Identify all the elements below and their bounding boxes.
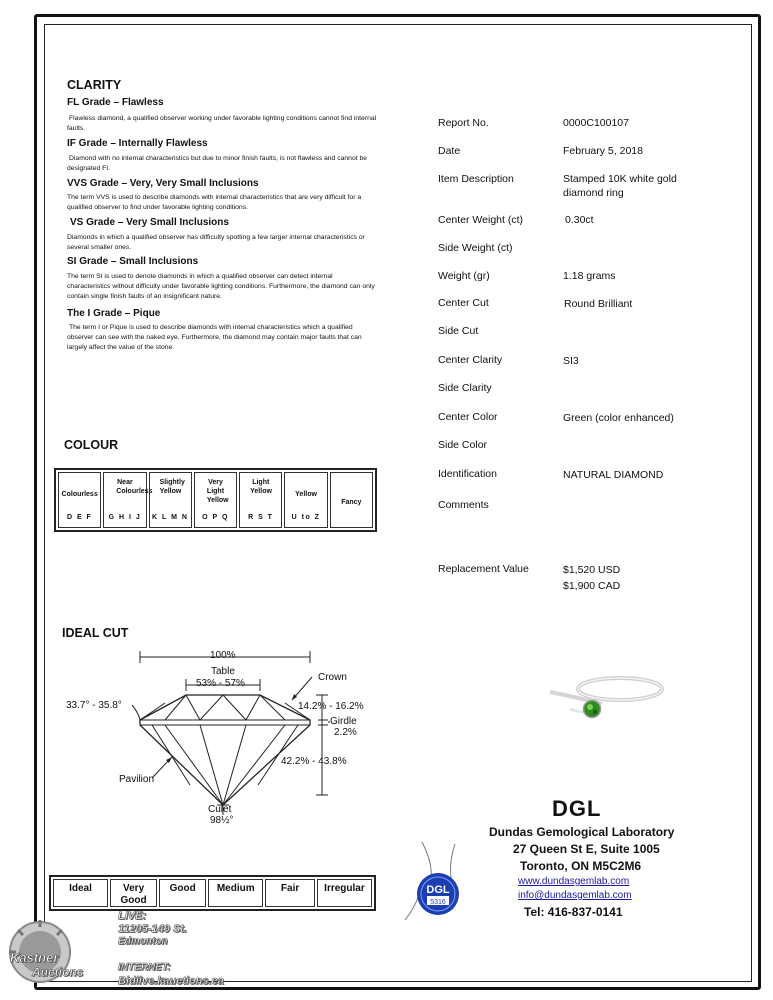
report-label: Weight (gr) <box>438 270 490 282</box>
seal-number: 5316 <box>430 899 446 906</box>
report-label: Side Clarity <box>438 382 492 394</box>
grade-if-title: IF Grade – Internally Flawless <box>67 138 208 149</box>
cut-crown-height: 14.2% - 16.2% <box>298 701 364 712</box>
colour-cell <box>149 472 192 528</box>
cut-culet-label: Culet <box>208 804 232 815</box>
replacement-label: Replacement Value <box>438 563 529 575</box>
report-value: Stamped 10K white gold diamond ring <box>563 173 677 199</box>
colour-name: Colourless <box>61 491 98 498</box>
colour-cell <box>103 472 153 528</box>
cut-grade-cell: Very Good <box>110 879 157 907</box>
cut-pavilion-label: Pavilion <box>119 774 155 785</box>
grade-si-title: SI Grade – Small Inclusions <box>67 256 199 267</box>
cut-table-name: Table <box>211 666 235 677</box>
colour-cell <box>284 472 327 528</box>
ideal-cut-heading: IDEAL CUT <box>62 626 129 640</box>
lab-address1: 27 Queen St E, Suite 1005 <box>513 842 660 856</box>
auction-site: Bidlive.kauctions.ca <box>118 975 224 987</box>
colour-name: Very Light Yellow <box>206 479 229 504</box>
grade-fl-desc: Flawless diamond, a qualified observer working under favorable lighting conditions cannot find internal faults. <box>67 115 377 132</box>
report-label: Date <box>438 145 461 157</box>
report-label: Center Clarity <box>438 354 503 366</box>
lab-email-link[interactable]: info@dundasgemlab.com <box>518 890 632 901</box>
report-value: Round Brilliant <box>564 298 633 310</box>
grade-i-desc: The term I or Pique is used to describe diamonds with internal characteristics which a qualified observer can see with the naked eye. Furthermore, the diamond may contain major faults that can largely affect the value of the stone. <box>67 324 362 351</box>
report-label: Identification <box>438 468 497 480</box>
colour-letters: D E F <box>66 514 93 521</box>
colour-cell <box>239 472 282 528</box>
seal-text: DGL <box>426 884 450 896</box>
colour-name: Slightly Yellow <box>159 479 185 495</box>
grade-vs-title: VS Grade – Very Small Inclusions <box>70 217 229 228</box>
replacement-cad: $1,900 CAD <box>563 580 621 592</box>
colour-name: Fancy <box>341 499 362 506</box>
report-label: Side Cut <box>438 325 479 337</box>
colour-letters: K L M N <box>151 514 189 521</box>
report-label: Center Cut <box>438 297 489 309</box>
colour-letters: R S T <box>248 514 274 521</box>
report-value: 1.18 grams <box>563 270 616 282</box>
lab-phone: Tel: 416-837-0141 <box>524 905 623 919</box>
grade-vvs-title: VVS Grade – Very, Very Small Inclusions <box>67 178 259 189</box>
clarity-heading: CLARITY <box>67 78 122 92</box>
lab-address2: Toronto, ON M5C2M6 <box>520 859 642 873</box>
colour-name: Yellow <box>295 491 317 498</box>
report-label: Center Color <box>438 411 498 423</box>
cut-table-pct: 53% - 57% <box>196 678 245 689</box>
report-value: February 5, 2018 <box>563 145 643 157</box>
cut-grade-table <box>49 875 376 911</box>
report-value: 0.30ct <box>565 214 594 226</box>
report-label: Report No. <box>438 117 489 129</box>
auction-internet-label: INTERNET: <box>118 962 171 973</box>
colour-letters: G H I J <box>108 514 142 521</box>
colour-table <box>54 468 377 532</box>
dgl-seal-icon <box>400 842 475 927</box>
cut-width-label: 100% <box>210 650 236 661</box>
grade-if-desc: Diamond with no internal characteristics but due to minor finish faults, is not flawless and cannot be designated FI. <box>67 155 368 172</box>
auction-address: 11205-149 St. <box>118 923 187 935</box>
cut-grade-cell: Medium <box>208 879 263 907</box>
report-value: Green (color enhanced) <box>563 412 674 424</box>
lab-website-link[interactable]: www.dundasgemlab.com <box>518 876 630 887</box>
colour-cell <box>330 472 373 528</box>
cut-grade-cell: Ideal <box>53 879 108 907</box>
auction-live-label: LIVE: <box>118 910 147 922</box>
replacement-usd: $1,520 USD <box>563 564 621 576</box>
report-value: NATURAL DIAMOND <box>563 469 664 481</box>
report-label: Item Description <box>438 173 514 185</box>
colour-heading: COLOUR <box>64 438 119 452</box>
report-label: Center Weight (ct) <box>438 214 523 226</box>
colour-cell <box>194 472 237 528</box>
cut-girdle-pct: 2.2% <box>334 727 357 738</box>
cut-grade-cell: Fair <box>265 879 315 907</box>
colour-letters: U to Z <box>291 514 321 521</box>
grade-vvs-desc: The term VVS is used to describe diamonds with internal characteristics that are very difficult for a qualified observer to find under favorable lighting conditions. <box>67 194 362 211</box>
colour-cell <box>58 472 101 528</box>
cut-pavilion-depth: 42.2% - 43.8% <box>281 756 347 767</box>
auction-city: Edmonton <box>118 936 168 947</box>
report-value: SI3 <box>563 355 579 367</box>
report-value: 0000C100107 <box>563 117 629 129</box>
ring-photo <box>540 664 665 739</box>
colour-name: Light Yellow <box>250 479 272 495</box>
lab-logo: DGL <box>552 796 602 821</box>
cut-girdle-label: Girdle <box>330 716 357 727</box>
lab-name: Dundas Gemological Laboratory <box>489 825 675 839</box>
report-label: Comments <box>438 499 489 511</box>
report-label: Side Color <box>438 439 488 451</box>
auction-brand-top: Kastner <box>10 950 59 965</box>
grade-fl-title: FL Grade – Flawless <box>67 97 164 108</box>
grade-si-desc: The term SI is used to denote diamonds in which a qualified observer can detect internal characteristics without difficulty under favorable lighting conditions. Furthermore, the diamond can only contain single finish faults of an insignificant nature. <box>67 273 375 300</box>
cut-culet-pct: 98½° <box>210 815 234 826</box>
cut-crown-angle: 33.7° - 35.8° <box>66 700 122 711</box>
auction-brand-bottom: Auctions <box>32 965 84 979</box>
grade-i-title: The I Grade – Pique <box>67 308 161 319</box>
colour-name: Near Colourless <box>116 479 153 495</box>
colour-letters: O P Q <box>202 514 229 521</box>
grade-vs-desc: Diamonds in which a qualified observer has difficulty spotting a few larger internal characteristics or several smaller ones. <box>67 234 365 251</box>
report-label: Side Weight (ct) <box>438 242 513 254</box>
cut-grade-cell: Good <box>159 879 206 907</box>
cut-crown-label: Crown <box>318 672 347 683</box>
cut-grade-cell: Irregular <box>317 879 372 907</box>
